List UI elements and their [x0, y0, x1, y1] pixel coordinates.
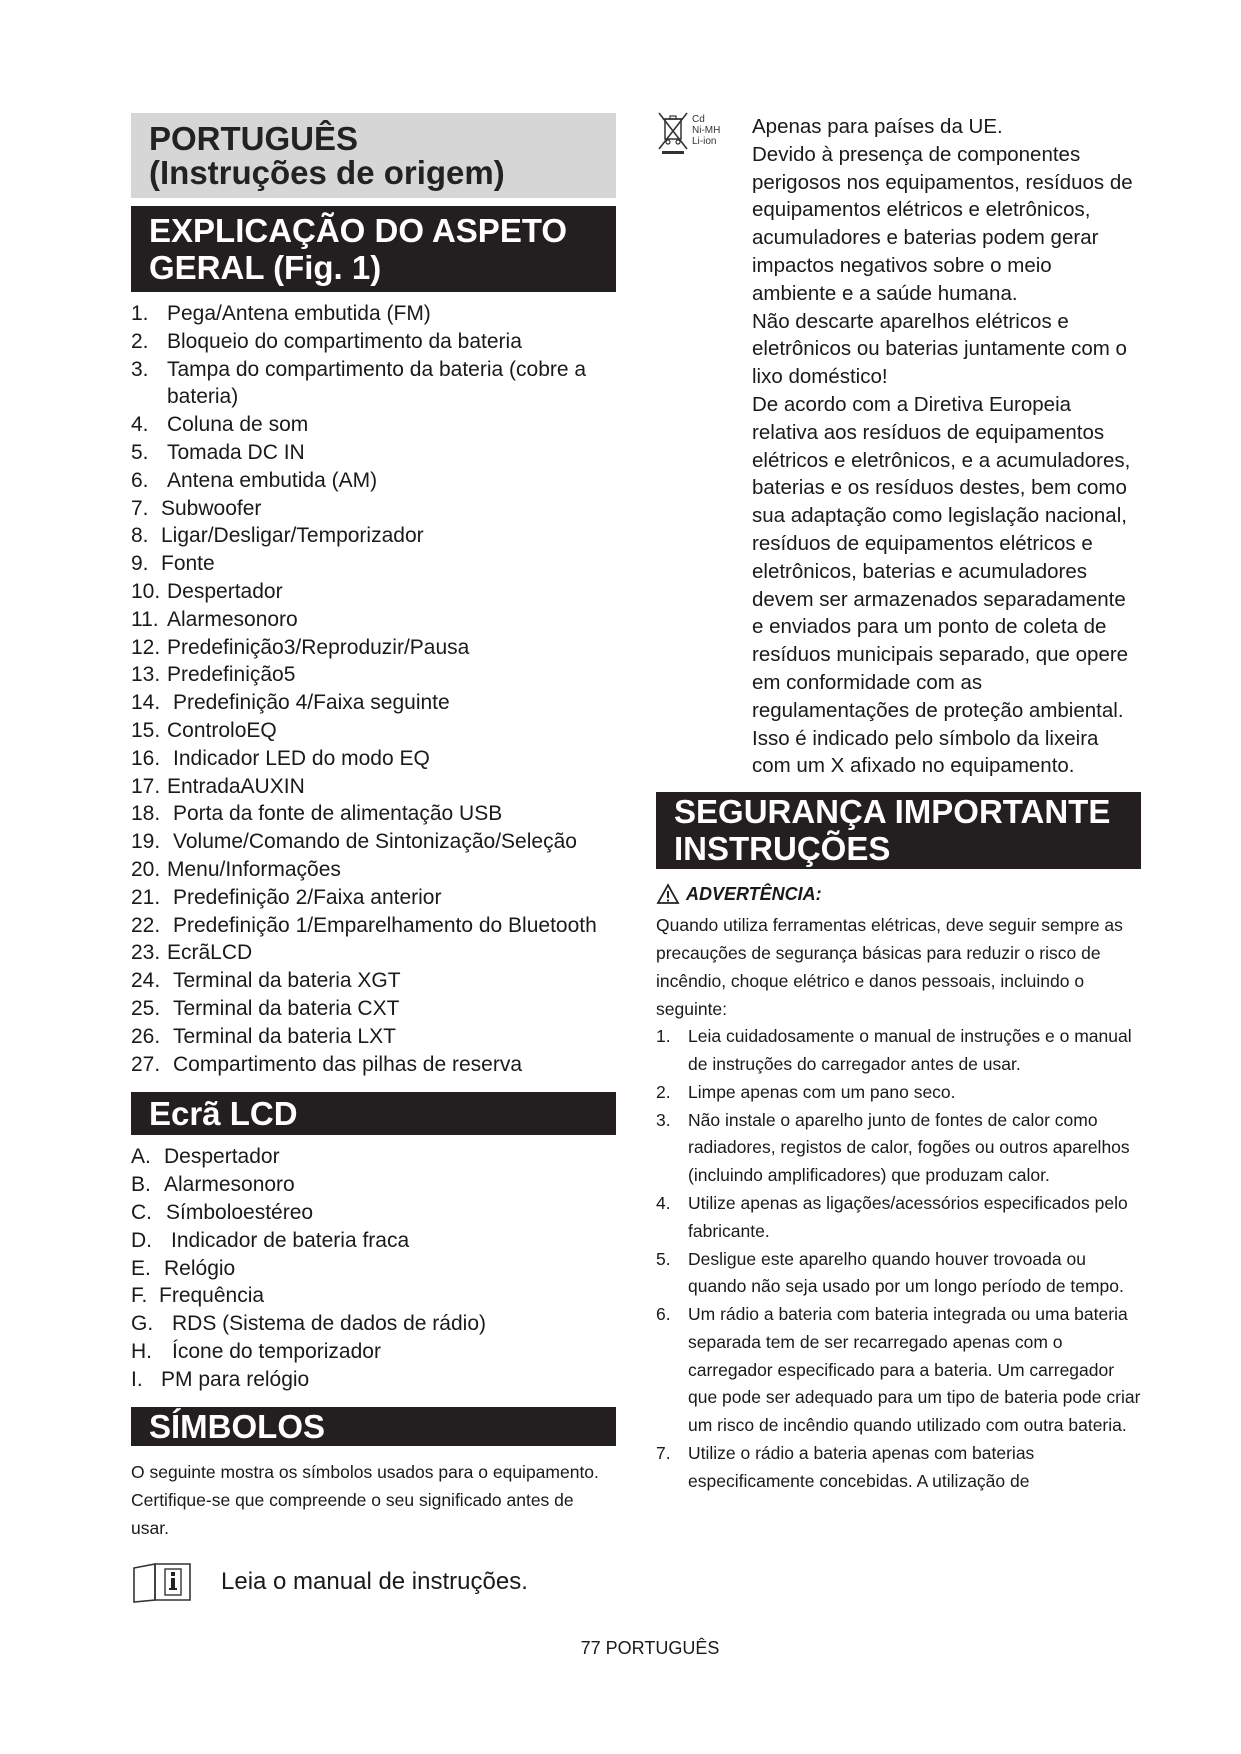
- safety-intro: Quando utiliza ferramentas elétricas, deve seguir sempre as precauções de segurança básicas para reduzir o risco de incêndio, choque elétrico e danos pessoais, incluindo o seguinte:: [656, 915, 1123, 1020]
- title-line: PORTUGUÊS: [149, 120, 359, 157]
- heading-line: GERAL (Fig. 1): [149, 249, 382, 286]
- lcd-list: [131, 1143, 616, 1393]
- list-item: 16. Indicador LED do modo EQ: [131, 746, 430, 770]
- symbols-heading: SÍMBOLOS: [131, 1407, 616, 1446]
- heading-line: INSTRUÇÕES: [674, 830, 891, 868]
- weee-block: [656, 113, 1141, 780]
- list-item: 5. Tomada DC IN: [131, 440, 305, 464]
- warning-label: ADVERTÊNCIA:: [686, 883, 822, 904]
- crossed-bin-icon: [656, 111, 730, 155]
- weee-paragraph: Apenas para países da UE.: [752, 115, 1003, 138]
- list-item: 10. Despertador: [131, 579, 283, 603]
- left-column: [131, 113, 616, 1604]
- list-item: G. RDS (Sistema de dados de rádio): [131, 1312, 486, 1336]
- list-item: I. PM para relógio: [131, 1367, 310, 1391]
- symbols-intro: O seguinte mostra os símbolos usados para o equipamento. Certifique-se que compreende o seu significado antes de usar.: [131, 1462, 599, 1539]
- list-item: F. Frequência: [131, 1284, 265, 1308]
- heading-line: EXPLICAÇÃO DO ASPETO: [149, 212, 568, 249]
- list-item: 24. Terminal da bateria XGT: [131, 969, 401, 993]
- warning-triangle-icon: [656, 883, 680, 905]
- warning-row: [656, 881, 1141, 907]
- weee-label-liion: Li-ion: [692, 136, 717, 147]
- overview-heading: [131, 206, 616, 292]
- list-item: C. Símboloestéreo: [131, 1200, 314, 1224]
- list-item: 2. Bloqueio do compartimento da bateria: [131, 329, 522, 353]
- list-item: 15. ControloEQ: [131, 718, 277, 742]
- list-item: 1. Pega/Antena embutida (FM): [131, 302, 431, 325]
- list-item: 25. Terminal da bateria CXT: [131, 996, 400, 1020]
- list-item: 22. Predefinição 1/Emparelhamento do Bluetooth: [131, 913, 597, 937]
- list-item: 6. Um rádio a bateria com bateria integrada ou uma bateria separada tem de ser recarregado apenas com o carregador especificado para a bateria. Um carregador que pode ser adequado para um tipo de bateria pode criar um risco de incêndio quando utilizado com outra bateria.: [656, 1304, 1141, 1436]
- list-item: 13. Predefinição5: [131, 663, 296, 687]
- list-item: E. Relógio: [131, 1256, 236, 1280]
- page-footer: 77 PORTUGUÊS: [580, 1638, 720, 1658]
- list-item: 2. Limpe apenas com um pano seco.: [656, 1081, 956, 1102]
- list-item: 27. Compartimento das pilhas de reserva: [131, 1052, 523, 1076]
- list-item: D. Indicador de bateria fraca: [131, 1228, 410, 1252]
- weee-paragraph: Isso é indicado pelo símbolo da lixeira com um X afixado no equipamento.: [752, 726, 1099, 778]
- list-item: A. Despertador: [131, 1145, 280, 1169]
- language-title: [131, 113, 616, 198]
- list-item: 4. Utilize apenas as ligações/acessórios especificados pelo fabricante.: [656, 1192, 1128, 1241]
- manual-symbol-label: Leia o manual de instruções.: [221, 1568, 528, 1596]
- safety-list: [656, 1023, 1141, 1496]
- title-line: (Instruções de origem): [149, 154, 505, 191]
- list-item: 18. Porta da fonte de alimentação USB: [131, 802, 503, 826]
- heading-line: SEGURANÇA IMPORTANTE: [674, 793, 1111, 831]
- right-column: [656, 113, 1141, 1496]
- read-manual-icon: [131, 1560, 193, 1604]
- list-item: 5. Desligue este aparelho quando houver trovoada ou quando não seja usado por um longo período de tempo.: [656, 1248, 1124, 1297]
- weee-label-nimh: Ni-MH: [692, 125, 721, 136]
- list-item: 23. EcrãLCD: [131, 941, 253, 965]
- list-item: 12. Predefinição3/Reproduzir/Pausa: [131, 635, 470, 659]
- list-item: 8. Ligar/Desligar/Temporizador: [131, 524, 424, 548]
- weee-paragraph: De acordo com a Diretiva Europeia relativa aos resíduos de equipamentos elétricos e eletrônicos, e a acumuladores, baterias e os resíduos destes, bem como sua adaptação como legislação nacional, resíduos de equipamentos elétricos e eletrônicos, baterias e acumuladores devem ser armazenados separadamente e enviados para um ponto de coleta de resíduos municipais separado, que opere em conformidade com as regulamentações de proteção ambiental.: [752, 392, 1131, 722]
- list-item: 11. Alarmesonoro: [131, 607, 298, 631]
- list-item: 21. Predefinição 2/Faixa anterior: [131, 885, 442, 909]
- list-item: 4. Coluna de som: [131, 413, 309, 437]
- list-item: H. Ícone do temporizador: [131, 1339, 381, 1363]
- list-item: 6. Antena embutida (AM): [131, 468, 378, 492]
- list-item: 7. Subwoofer: [131, 496, 262, 520]
- list-item: 3. Tampa do compartimento da bateria (cobre a bateria): [131, 357, 587, 409]
- list-item: 17. EntradaAUXIN: [131, 774, 305, 798]
- list-item: B. Alarmesonoro: [131, 1173, 295, 1197]
- weee-paragraph: Devido à presença de componentes perigosos nos equipamentos, resíduos de equipamentos elétricos e eletrônicos, acumuladores e baterias podem gerar impactos negativos sobre o meio ambiente e a saúde humana.: [752, 142, 1133, 305]
- overview-list: [131, 300, 616, 1078]
- list-item: 1. Leia cuidadosamente o manual de instruções e o manual de instruções do carregador antes de usar.: [656, 1026, 1132, 1074]
- list-item: 26. Terminal da bateria LXT: [131, 1024, 396, 1048]
- list-item: 3. Não instale o aparelho junto de fontes de calor como radiadores, registos de calor, fogões ou outros aparelhos (incluindo amplificadores) que produzam calor.: [656, 1109, 1130, 1186]
- safety-heading: [656, 792, 1141, 869]
- weee-paragraph: Não descarte aparelhos elétricos e eletrônicos ou baterias juntamente com o lixo doméstico!: [752, 309, 1127, 389]
- weee-text: [752, 113, 1141, 780]
- weee-label-cd: Cd: [692, 114, 705, 125]
- list-item: 9. Fonte: [131, 552, 215, 576]
- list-item: 20. Menu/Informações: [131, 857, 341, 881]
- list-item: 19. Volume/Comando de Sintonização/Seleção: [131, 830, 577, 854]
- list-item: 7. Utilize o rádio a bateria apenas com baterias especificamente concebidas. A utilização de: [656, 1443, 1035, 1491]
- list-item: 14. Predefinição 4/Faixa seguinte: [131, 691, 450, 715]
- manual-symbol-row: [131, 1560, 616, 1604]
- lcd-heading: Ecrã LCD: [131, 1092, 616, 1135]
